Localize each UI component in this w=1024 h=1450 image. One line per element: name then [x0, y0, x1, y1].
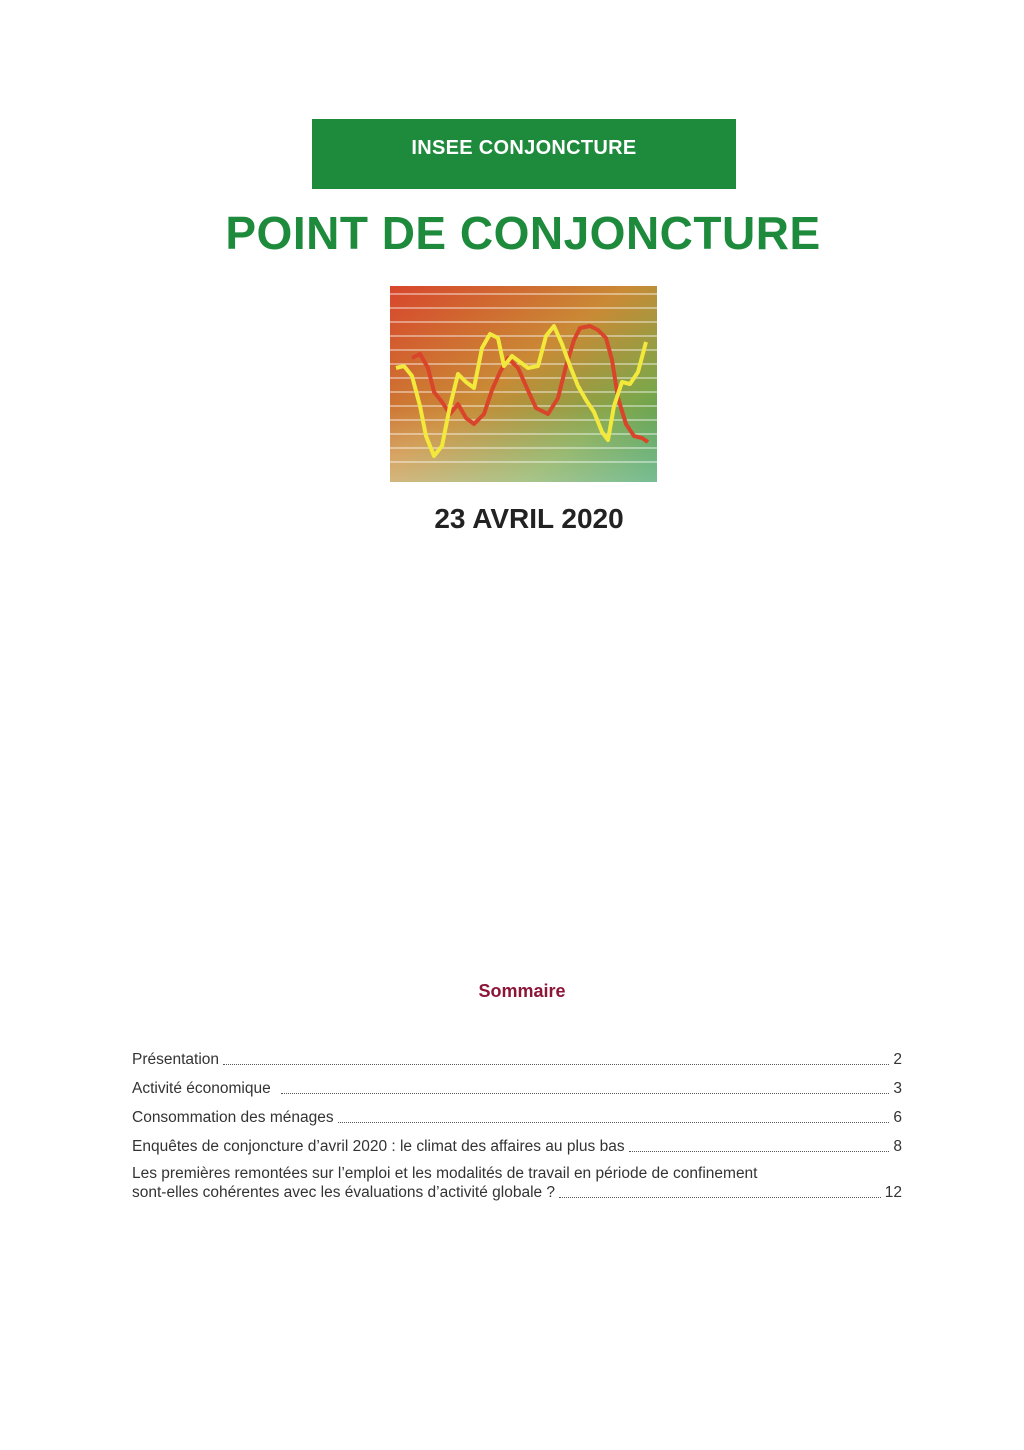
publication-date: 23 AVRIL 2020 — [434, 503, 624, 534]
toc-entry-presentation[interactable] — [132, 1040, 902, 1069]
toc-page-number: 8 — [893, 1138, 902, 1155]
toc-leader — [223, 1064, 889, 1065]
toc-leader — [281, 1093, 890, 1094]
toc-entry-activite[interactable] — [132, 1069, 902, 1098]
toc-page-number: 6 — [893, 1109, 902, 1126]
toc-leader — [559, 1197, 881, 1198]
toc-leader — [629, 1151, 890, 1152]
toc-entry-label: Consommation des ménages — [132, 1109, 334, 1126]
toc-entry-label: Présentation — [132, 1051, 220, 1068]
toc-page-number: 12 — [884, 1184, 902, 1201]
document-title: POINT DE CONJONCTURE — [225, 207, 821, 259]
toc-entry-label-line1: Les premières remontées sur l’emploi et les modalités de travail en période de confinement — [132, 1165, 758, 1182]
toc-entry-label: Enquêtes de conjoncture d’avril 2020 : le climat des affaires au plus bas — [132, 1138, 625, 1155]
toc-entry-label-line2: sont-elles cohérentes avec les évaluations d’activité globale ? — [132, 1184, 556, 1201]
cover-illustration — [390, 286, 657, 482]
toc-entry-consommation[interactable] — [132, 1098, 902, 1127]
toc-entry-enquetes[interactable] — [132, 1127, 902, 1156]
toc-entry-emploi[interactable] — [132, 1164, 902, 1202]
toc-heading: Sommaire — [478, 981, 566, 1001]
publisher-banner — [312, 119, 736, 189]
toc-page-number: 3 — [893, 1080, 902, 1097]
toc-leader — [338, 1122, 890, 1123]
table-of-contents — [132, 1040, 902, 1202]
toc-entry-label: Activité économique — [132, 1080, 271, 1097]
publisher-label: INSEE CONJONCTURE — [411, 136, 637, 159]
toc-page-number: 2 — [893, 1051, 902, 1068]
